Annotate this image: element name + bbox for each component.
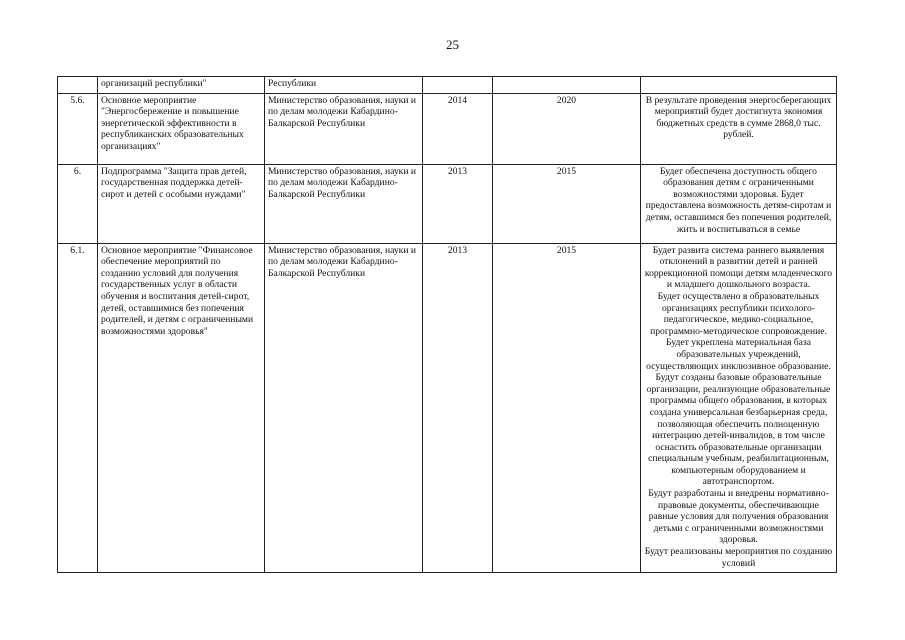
result-paragraph: Будет обеспечена доступность общего образования детям с ограниченными возможностями здоровья. Будет предоставлена возможность детям-сиротам и детям, оставшимся без попечения родителей, жить и воспитываться в семье [645,165,832,235]
table-row [58,164,837,243]
start-year: 2013 [423,164,493,243]
table-row [58,243,837,573]
expected-result [641,164,837,243]
expected-result [641,243,837,573]
result-paragraph: Будут созданы базовые образовательные организации, реализующие образовательные программы общего образования, в которых создана универсальная безбарьерная среда, позволяющая обеспечить полноценную интеграцию детей-инвалидов, в том числе оснастить образовательные организации специальным учебным, реабилитационным, компьютерным оборудованием и автотранспортом. [646,372,831,488]
expected-result [641,93,837,164]
activity-title: организаций республики" [98,77,265,94]
end-year: 2015 [493,164,641,243]
activity-title: Основное мероприятие "Финансовое обеспечение мероприятий по созданию условий для получения государственных услуг в области обучения и воспитания детей-сирот, детей, оставшимися без попечения родителей, и детям с ограниченными возможностями здоровья" [98,243,265,573]
end-year: 2015 [493,243,641,573]
result-paragraph: Будет развита система раннего выявления отклонений в развитии детей и ранней коррекционной помощи детям младенческого и младшего дошкольного возраста. [644,244,833,291]
result-paragraph: Будут разработаны и внедрены нормативно-правовые документы, обеспечивающие равные условия для получения образования детьми с ограниченными возможностями здоровья. [648,488,829,546]
activity-title: Основное мероприятие "Энергосбережение и повышение энергетической эффективности в республиканских образовательных организациях" [98,93,265,164]
executor: Министерство образования, науки и по делам молодежи Кабардино-Балкарской Республики [265,243,423,573]
executor: Республики [265,77,423,94]
result-paragraph: Будет осуществлено в образовательных организациях республики психолого-педагогическое, медико-социальное, программно-методическое сопровождение. [650,290,827,337]
start-year: 2013 [423,243,493,573]
table-row [58,93,837,164]
row-number: 5.6. [58,93,98,164]
executor: Министерство образования, науки и по делам молодежи Кабардино-Балкарской Республики [265,164,423,243]
start-year [423,77,493,94]
activity-title: Подпрограмма "Защита прав детей, государственная поддержка детей-сирот и детей с особыми нуждами" [98,164,265,243]
expected-result [641,77,837,94]
program-table [57,76,837,573]
row-number: 6.1. [58,243,98,573]
result-paragraph: Будут реализованы мероприятия по созданию условий [644,546,833,569]
start-year: 2014 [423,93,493,164]
result-paragraph: Будет укреплена материальная база образовательных учреждений, осуществляющих инклюзивное образование. [646,337,831,372]
table-row [58,77,837,94]
row-number: 6. [58,164,98,243]
row-number [58,77,98,94]
page-number: 25 [446,37,459,52]
end-year [493,77,641,94]
result-paragraph: В результате проведения энергосберегающих мероприятий будет достигнута экономия бюджетных средств в сумме 2868,0 тыс. рублей. [645,94,832,141]
end-year: 2020 [493,93,641,164]
executor: Министерство образования, науки и по делам молодежи Кабардино-Балкарской Республики [265,93,423,164]
